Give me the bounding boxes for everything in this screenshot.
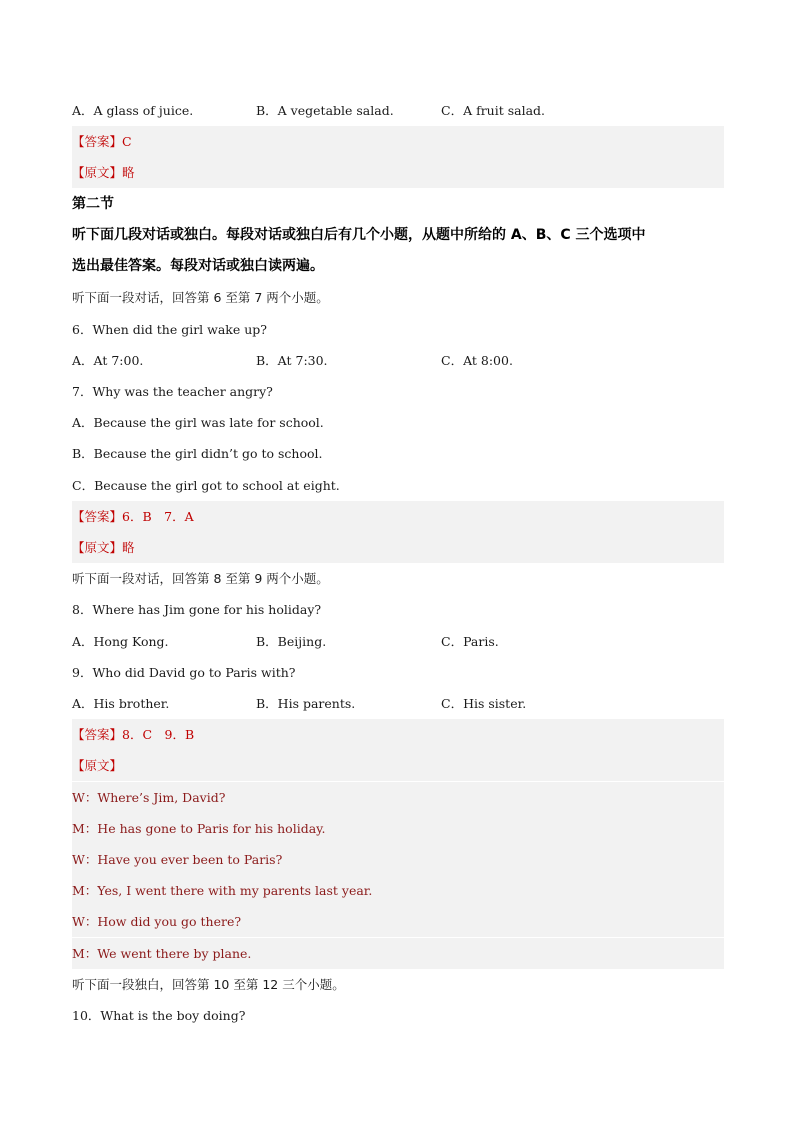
q5-source (72, 157, 724, 188)
transcript-line: W：How did you go there? (72, 906, 724, 937)
answer-tag: 【答案】 (72, 509, 123, 524)
answer-tag: 【答案】 (72, 727, 123, 742)
instructions-line-1: 听下面几段对话或独白。每段对话或独白后有几个小题，从题中所给的 A、B、C 三个选项中 (72, 227, 646, 243)
q9-options (72, 688, 724, 719)
source-tag: 【原文】 (72, 165, 123, 180)
source-tag: 【原文】 (72, 758, 123, 773)
dialog1-intro: 听下面一段对话，回答第 6 至第 7 两个小题。 (72, 290, 329, 305)
answer-value: 8．C 9．B (122, 727, 195, 742)
q5-answer (72, 126, 724, 157)
q7-stem: 7．Why was the teacher angry? (72, 384, 273, 399)
answer-value: C (122, 134, 132, 149)
q5-options (72, 95, 724, 126)
q6-option-c: C．At 8:00. (441, 353, 513, 368)
q5-option-b: B．A vegetable salad. (256, 103, 394, 118)
q7-option-b: B．Because the girl didn’t go to school. (72, 446, 323, 461)
q5-option-a: A．A glass of juice. (72, 103, 194, 118)
answer-tag: 【答案】 (72, 134, 123, 149)
transcript-line: M：We went there by plane. (72, 938, 724, 969)
source-tag: 【原文】 (72, 540, 123, 555)
q7-option-c: C．Because the girl got to school at eight. (72, 478, 340, 493)
transcript-line: M：Yes, I went there with my parents last year. (72, 875, 724, 906)
q6-options (72, 345, 724, 376)
section-title: 第二节 (72, 196, 114, 212)
q8-option-c: C．Paris. (441, 634, 499, 649)
transcript-line: W：Where’s Jim, David? (72, 782, 724, 813)
q5-option-c: C．A fruit salad. (441, 103, 546, 118)
q8-option-a: A．Hong Kong. (72, 634, 169, 649)
d1-source (72, 532, 724, 563)
q8-stem: 8．Where has Jim gone for his holiday? (72, 602, 322, 617)
q8-option-b: B．Beijing. (256, 634, 327, 649)
q8-options (72, 626, 724, 657)
d1-answer (72, 501, 724, 532)
source-value: 略 (122, 165, 135, 180)
q9-option-a: A．His brother. (72, 696, 170, 711)
q6-option-a: A．At 7:00. (72, 353, 144, 368)
d2-answer (72, 719, 724, 750)
transcript-line: W：Have you ever been to Paris? (72, 844, 724, 875)
answer-value: 6．B 7．A (122, 509, 194, 524)
dialog2-intro: 听下面一段对话，回答第 8 至第 9 两个小题。 (72, 571, 329, 586)
source-value: 略 (122, 540, 135, 555)
transcript-line: M：He has gone to Paris for his holiday. (72, 813, 724, 844)
q6-stem: 6．When did the girl wake up? (72, 322, 267, 337)
q7-option-a: A．Because the girl was late for school. (72, 415, 324, 430)
instructions-line-2: 选出最佳答案。每段对话或独白读两遍。 (72, 258, 324, 274)
q9-option-b: B．His parents. (256, 696, 356, 711)
q10-stem: 10．What is the boy doing? (72, 1008, 246, 1023)
q9-option-c: C．His sister. (441, 696, 527, 711)
q6-option-b: B．At 7:30. (256, 353, 328, 368)
monologue-intro: 听下面一段独白，回答第 10 至第 12 三个小题。 (72, 977, 345, 992)
d2-source (72, 750, 724, 781)
q9-stem: 9．Who did David go to Paris with? (72, 665, 296, 680)
